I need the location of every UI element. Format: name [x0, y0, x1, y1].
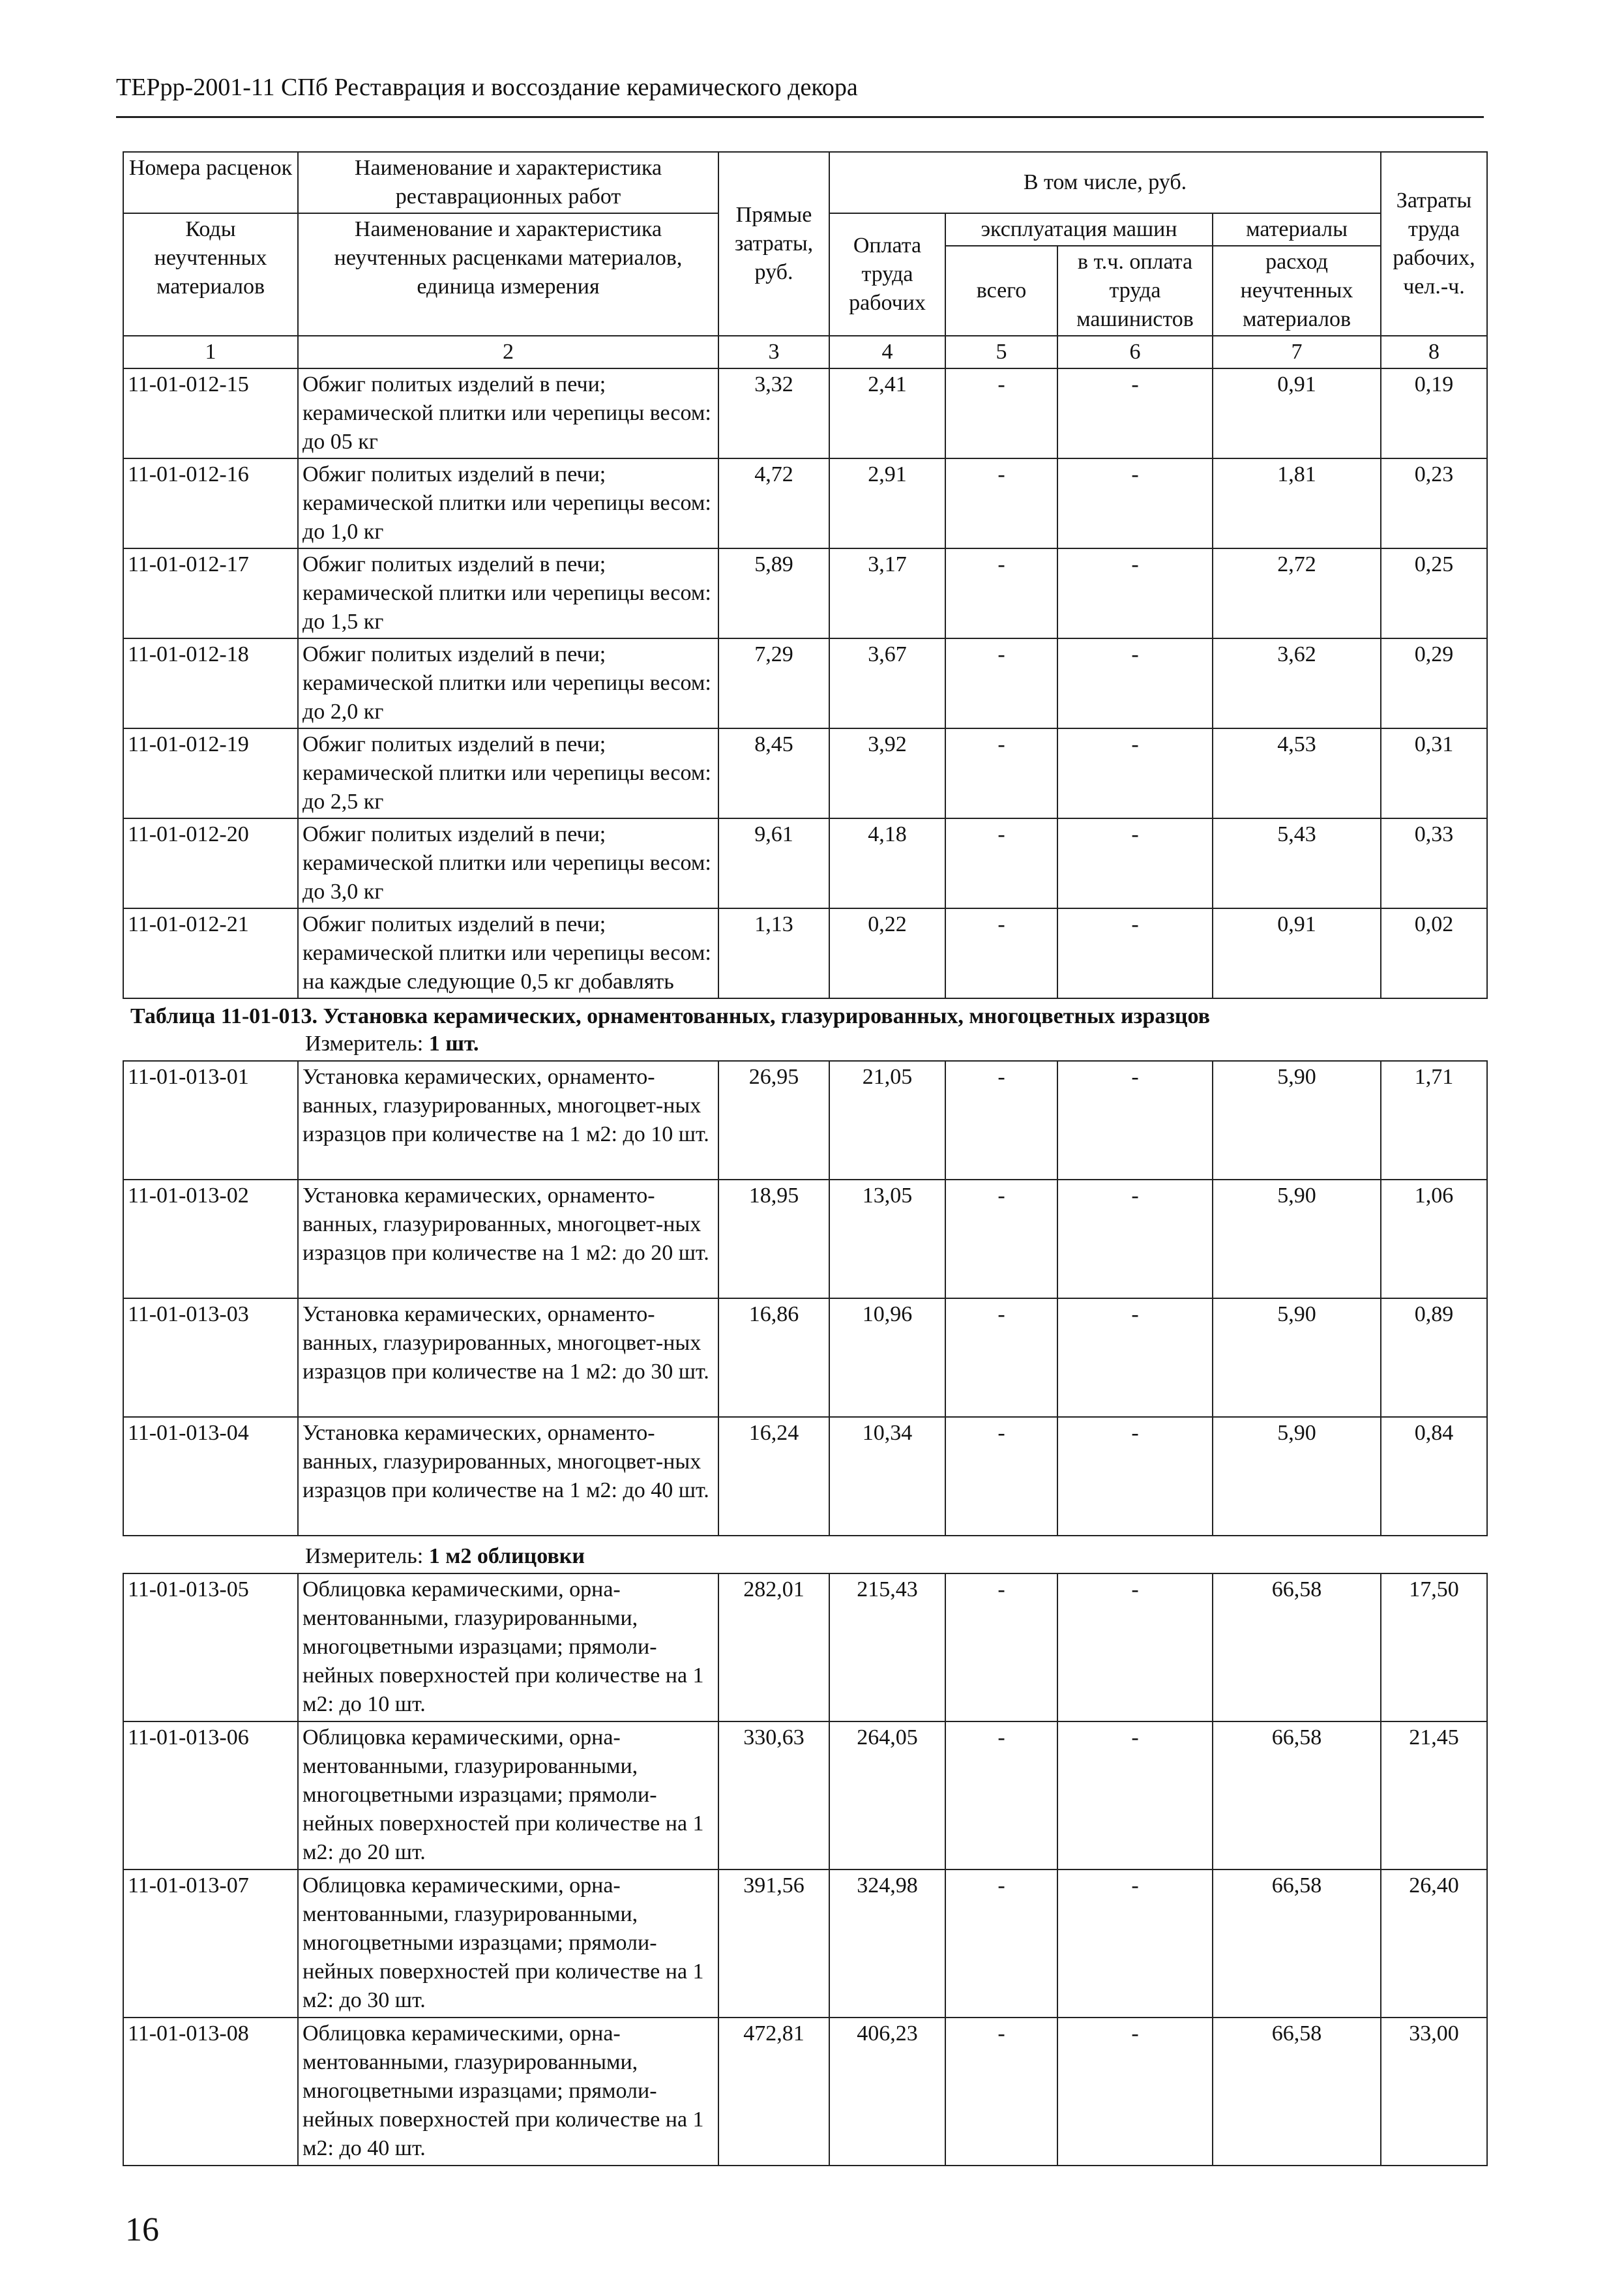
machinists-pay: - [1057, 1298, 1213, 1417]
header-unaccounted-materials: расход неучтенных материалов [1213, 246, 1381, 336]
labor-costs: 0,84 [1381, 1417, 1487, 1536]
workers-pay: 4,18 [829, 818, 945, 908]
workers-pay: 21,05 [829, 1061, 945, 1180]
rate-code: 11-01-013-06 [123, 1721, 298, 1869]
machinists-pay: - [1057, 458, 1213, 548]
materials-cost: 66,58 [1213, 1573, 1381, 1721]
rates-table-012 [123, 151, 1486, 999]
labor-costs: 1,71 [1381, 1061, 1487, 1180]
workers-pay: 324,98 [829, 1869, 945, 2018]
rate-code: 11-01-012-20 [123, 818, 298, 908]
machinists-pay: - [1057, 638, 1213, 728]
materials-cost: 5,90 [1213, 1061, 1381, 1180]
rates-table-head [123, 151, 1488, 999]
machines-total: - [945, 1417, 1057, 1536]
workers-pay: 2,41 [829, 368, 945, 458]
table-row [123, 458, 1487, 548]
rate-code: 11-01-013-05 [123, 1573, 298, 1721]
column-number: 2 [298, 336, 718, 368]
rate-code: 11-01-012-15 [123, 368, 298, 458]
work-description: Установка керамических, орнаменто-ванных, глазурированных, многоцвет-ных изразцов при количестве на 1 м2: до 10 шт. [298, 1061, 718, 1180]
meter-square-meter [305, 1544, 585, 1569]
header-materials: материалы [1213, 213, 1381, 246]
workers-pay: 0,22 [829, 908, 945, 998]
work-description: Обжиг политых изделий в печи; керамической плитки или черепицы весом: до 2,0 кг [298, 638, 718, 728]
machinists-pay: - [1057, 2018, 1213, 2166]
header-rate-numbers: Номера расценок [123, 152, 298, 213]
table-row [123, 1417, 1487, 1536]
meter-label: Измеритель: [305, 1032, 424, 1056]
header-including: В том числе, руб. [829, 152, 1381, 213]
work-description: Обжиг политых изделий в печи; керамической плитки или черепицы весом: до 3,0 кг [298, 818, 718, 908]
machines-total: - [945, 368, 1057, 458]
direct-costs: 8,45 [718, 728, 829, 818]
table-row [123, 1180, 1487, 1298]
table-row [123, 728, 1487, 818]
rate-code: 11-01-013-07 [123, 1869, 298, 2018]
materials-cost: 0,91 [1213, 908, 1381, 998]
direct-costs: 18,95 [718, 1180, 829, 1298]
work-description: Облицовка керамическими, орна-ментованными, глазурированными, многоцветными изразцами; прямоли-нейных поверхностей при количестве на 1 м2: до 30 шт. [298, 1869, 718, 2018]
table-row [123, 1061, 1487, 1180]
rates-table-013-cladding [123, 1573, 1486, 2166]
table-013-cladding [123, 1573, 1488, 2166]
machinists-pay: - [1057, 1061, 1213, 1180]
table-013-pieces [123, 1060, 1488, 1536]
section-013-pieces-rows [123, 1061, 1487, 1536]
machines-total: - [945, 728, 1057, 818]
materials-cost: 66,58 [1213, 2018, 1381, 2166]
machines-total: - [945, 1869, 1057, 2018]
machinists-pay: - [1057, 1721, 1213, 1869]
machines-total: - [945, 2018, 1057, 2166]
work-description: Облицовка керамическими, орна-ментованными, глазурированными, многоцветными изразцами; прямоли-нейных поверхностей при количестве на 1 м2: до 40 шт. [298, 2018, 718, 2166]
rate-code: 11-01-012-17 [123, 548, 298, 638]
machines-total: - [945, 1298, 1057, 1417]
labor-costs: 26,40 [1381, 1869, 1487, 2018]
direct-costs: 9,61 [718, 818, 829, 908]
table-row [123, 908, 1487, 998]
column-number: 4 [829, 336, 945, 368]
header-divider [116, 116, 1484, 118]
work-description: Установка керамических, орнаменто-ванных, глазурированных, многоцвет-ных изразцов при количестве на 1 м2: до 40 шт. [298, 1417, 718, 1536]
direct-costs: 7,29 [718, 638, 829, 728]
workers-pay: 264,05 [829, 1721, 945, 1869]
direct-costs: 472,81 [718, 2018, 829, 2166]
machines-total: - [945, 548, 1057, 638]
labor-costs: 0,19 [1381, 368, 1487, 458]
machinists-pay: - [1057, 818, 1213, 908]
header-machine-operation: эксплуатация машин [945, 213, 1213, 246]
table-row [123, 368, 1487, 458]
work-description: Обжиг политых изделий в печи; керамической плитки или черепицы весом: до 1,0 кг [298, 458, 718, 548]
materials-cost: 3,62 [1213, 638, 1381, 728]
workers-pay: 3,67 [829, 638, 945, 728]
column-number: 1 [123, 336, 298, 368]
workers-pay: 3,17 [829, 548, 945, 638]
labor-costs: 17,50 [1381, 1573, 1487, 1721]
table-row [123, 1298, 1487, 1417]
header-workers-pay: Оплата труда рабочих [829, 213, 945, 336]
table-row [123, 548, 1487, 638]
rate-code: 11-01-012-19 [123, 728, 298, 818]
table-row [123, 2018, 1487, 2166]
meter-pieces [305, 1032, 479, 1056]
materials-cost: 2,72 [1213, 548, 1381, 638]
header-direct-costs: Прямые затраты, руб. [718, 152, 829, 336]
direct-costs: 4,72 [718, 458, 829, 548]
materials-cost: 66,58 [1213, 1869, 1381, 2018]
page-title: ТЕРрр-2001-11 СПб Реставрация и воссоздание керамического декора [116, 74, 858, 101]
direct-costs: 5,89 [718, 548, 829, 638]
meter-value: 1 шт. [428, 1032, 479, 1056]
machines-total: - [945, 638, 1057, 728]
meter-label: Измеритель: [305, 1544, 424, 1568]
workers-pay: 10,96 [829, 1298, 945, 1417]
workers-pay: 10,34 [829, 1417, 945, 1536]
materials-cost: 5,90 [1213, 1298, 1381, 1417]
column-number: 5 [945, 336, 1057, 368]
machinists-pay: - [1057, 368, 1213, 458]
rate-code: 11-01-012-16 [123, 458, 298, 548]
labor-costs: 33,00 [1381, 2018, 1487, 2166]
labor-costs: 0,89 [1381, 1298, 1487, 1417]
rate-code: 11-01-013-03 [123, 1298, 298, 1417]
work-description: Обжиг политых изделий в печи; керамической плитки или черепицы весом: до 2,5 кг [298, 728, 718, 818]
materials-cost: 1,81 [1213, 458, 1381, 548]
work-description: Установка керамических, орнаменто-ванных, глазурированных, многоцвет-ных изразцов при количестве на 1 м2: до 20 шт. [298, 1180, 718, 1298]
labor-costs: 21,45 [1381, 1721, 1487, 1869]
rate-code: 11-01-012-21 [123, 908, 298, 998]
labor-costs: 0,29 [1381, 638, 1487, 728]
machines-total: - [945, 1061, 1057, 1180]
machines-total: - [945, 1180, 1057, 1298]
section-013-cladding-rows [123, 1573, 1487, 2166]
direct-costs: 391,56 [718, 1869, 829, 2018]
direct-costs: 16,86 [718, 1298, 829, 1417]
workers-pay: 3,92 [829, 728, 945, 818]
labor-costs: 0,23 [1381, 458, 1487, 548]
machinists-pay: - [1057, 548, 1213, 638]
rate-code: 11-01-013-02 [123, 1180, 298, 1298]
labor-costs: 1,06 [1381, 1180, 1487, 1298]
direct-costs: 26,95 [718, 1061, 829, 1180]
materials-cost: 5,90 [1213, 1180, 1381, 1298]
work-description: Облицовка керамическими, орна-ментованными, глазурированными, многоцветными изразцами; прямоли-нейных поверхностей при количестве на 1 м2: до 10 шт. [298, 1573, 718, 1721]
work-description: Облицовка керамическими, орна-ментованными, глазурированными, многоцветными изразцами; прямоли-нейных поверхностей при количестве на 1 м2: до 20 шт. [298, 1721, 718, 1869]
rates-table-013-pieces [123, 1060, 1486, 1536]
rate-code: 11-01-013-04 [123, 1417, 298, 1536]
materials-cost: 5,90 [1213, 1417, 1381, 1536]
machines-total: - [945, 1573, 1057, 1721]
column-number: 7 [1213, 336, 1381, 368]
labor-costs: 0,25 [1381, 548, 1487, 638]
header-labor-costs: Затраты труда рабочих, чел.-ч. [1381, 152, 1487, 336]
materials-cost: 5,43 [1213, 818, 1381, 908]
work-description: Обжиг политых изделий в печи; керамической плитки или черепицы весом: на каждые следующие 0,5 кг добавлять [298, 908, 718, 998]
workers-pay: 406,23 [829, 2018, 945, 2166]
machinists-pay: - [1057, 1573, 1213, 1721]
rate-code: 11-01-012-18 [123, 638, 298, 728]
machines-total: - [945, 1721, 1057, 1869]
materials-cost: 0,91 [1213, 368, 1381, 458]
labor-costs: 0,02 [1381, 908, 1487, 998]
direct-costs: 3,32 [718, 368, 829, 458]
column-number: 8 [1381, 336, 1487, 368]
work-description: Обжиг политых изделий в печи; керамической плитки или черепицы весом: до 05 кг [298, 368, 718, 458]
workers-pay: 215,43 [829, 1573, 945, 1721]
machines-total: - [945, 908, 1057, 998]
machinists-pay: - [1057, 908, 1213, 998]
labor-costs: 0,31 [1381, 728, 1487, 818]
header-material-name: Наименование и характеристика неучтенных расценками материалов, единица измерения [298, 213, 718, 336]
direct-costs: 16,24 [718, 1417, 829, 1536]
machines-total: - [945, 458, 1057, 548]
rate-code: 11-01-013-01 [123, 1061, 298, 1180]
machinists-pay: - [1057, 1417, 1213, 1536]
materials-cost: 66,58 [1213, 1721, 1381, 1869]
workers-pay: 13,05 [829, 1180, 945, 1298]
materials-cost: 4,53 [1213, 728, 1381, 818]
table-row [123, 818, 1487, 908]
header-machines-total: всего [945, 246, 1057, 336]
direct-costs: 282,01 [718, 1573, 829, 1721]
machinists-pay: - [1057, 1180, 1213, 1298]
machinists-pay: - [1057, 1869, 1213, 2018]
header-material-codes: Коды неучтенных материалов [123, 213, 298, 336]
table-row [123, 1869, 1487, 2018]
table-row [123, 1721, 1487, 1869]
header-machinists-pay: в т.ч. оплата труда машинистов [1057, 246, 1213, 336]
direct-costs: 330,63 [718, 1721, 829, 1869]
column-number: 3 [718, 336, 829, 368]
machinists-pay: - [1057, 728, 1213, 818]
direct-costs: 1,13 [718, 908, 829, 998]
workers-pay: 2,91 [829, 458, 945, 548]
table-013-title: Таблица 11-01-013. Установка керамических, орнаментованных, глазурированных, многоцветных изразцов [130, 1004, 1210, 1028]
meter-value: 1 м2 облицовки [428, 1544, 585, 1568]
section-012-rows [123, 368, 1487, 998]
labor-costs: 0,33 [1381, 818, 1487, 908]
work-description: Обжиг политых изделий в печи; керамической плитки или черепицы весом: до 1,5 кг [298, 548, 718, 638]
table-row [123, 638, 1487, 728]
rate-code: 11-01-013-08 [123, 2018, 298, 2166]
page-number: 16 [125, 2211, 159, 2248]
column-number: 6 [1057, 336, 1213, 368]
table-row [123, 1573, 1487, 1721]
header-work-name: Наименование и характеристика реставрационных работ [298, 152, 718, 213]
work-description: Установка керамических, орнаменто-ванных, глазурированных, многоцвет-ных изразцов при количестве на 1 м2: до 30 шт. [298, 1298, 718, 1417]
machines-total: - [945, 818, 1057, 908]
